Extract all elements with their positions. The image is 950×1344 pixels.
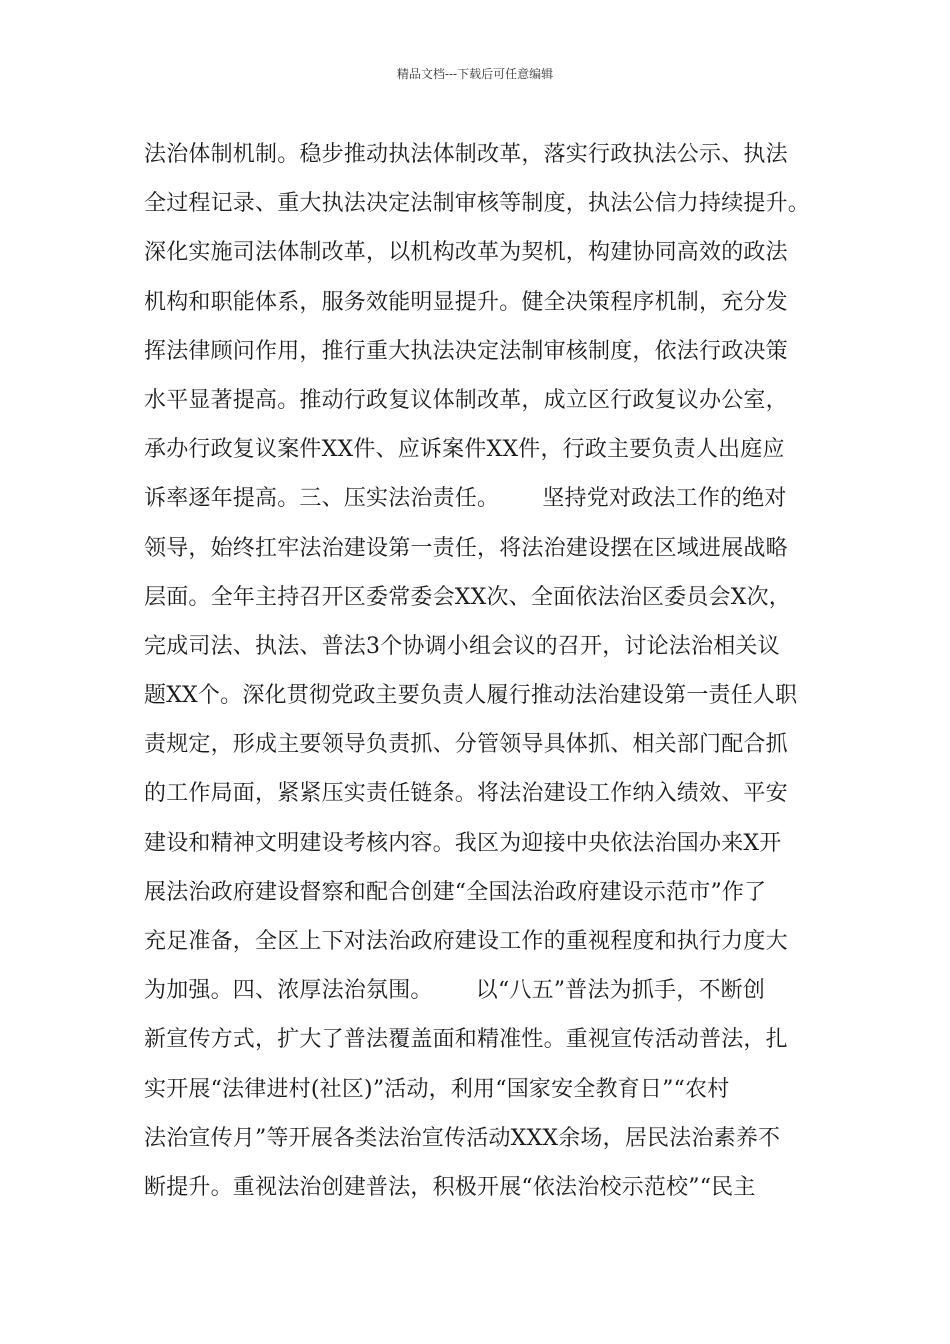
body-line: 全过程记录、重大执法决定法制审核等制度，执法公信力持续提升。 bbox=[144, 191, 811, 217]
body-line: 建设和精神文明建设考核内容。我区为迎接中央依法治国办来X开 bbox=[144, 830, 782, 856]
body-line: 挥法律顾问作用，推行重大执法决定法制审核制度，依法行政决策 bbox=[144, 338, 788, 364]
body-line: 实开展“法律进村(社区)”活动，利用“国家安全教育日”“农村 bbox=[144, 1076, 730, 1102]
body-line: 展法治政府建设督察和配合创建“全国法治政府建设示范市”作了 bbox=[144, 879, 767, 905]
body-line: 法治宣传月”等开展各类法治宣传活动XXX余场，居民法治素养不 bbox=[144, 1125, 781, 1151]
body-line: 的工作局面，紧紧压实责任链条。将法治建设工作纳入绩效、平安 bbox=[144, 781, 788, 807]
body-line: 诉率逐年提高。三、压实法治责任。 坚持党对政法工作的绝对 bbox=[144, 486, 787, 512]
body-line: 题XX个。深化贯彻党政主要负责人履行推动法治建设第一责任人职 bbox=[144, 683, 798, 709]
body-line: 责规定，形成主要领导负责抓、分管领导具体抓、相关部门配合抓 bbox=[144, 732, 788, 758]
body-line: 领导，始终扛牢法治建设第一责任，将法治建设摆在区域进展战略 bbox=[144, 535, 788, 561]
body-line: 承办行政复议案件XX件、应诉案件XX件，行政主要负责人出庭应 bbox=[144, 437, 785, 463]
body-line: 充足准备，全区上下对法治政府建设工作的重视程度和执行力度大 bbox=[144, 929, 788, 954]
body-line: 水平显著提高。推动行政复议体制改革，成立区行政复议办公室， bbox=[144, 387, 788, 413]
body-line: 完成司法、执法、普法3个协调小组会议的召开，讨论法治相关议 bbox=[144, 633, 780, 659]
body-line: 深化实施司法体制改革，以机构改革为契机，构建协同高效的政法 bbox=[144, 240, 788, 266]
page-header: 精品文档---下载后可任意编辑 bbox=[396, 67, 554, 81]
document-body bbox=[144, 130, 834, 1212]
body-line: 法治体制机制。稳步推动执法体制改革，落实行政执法公示、执法 bbox=[144, 142, 788, 167]
body-line: 为加强。四、浓厚法治氛围。 以“八五”普法为抓手，不断创 bbox=[144, 978, 766, 1004]
body-line: 新宣传方式，扩大了普法覆盖面和精准性。重视宣传活动普法，扎 bbox=[144, 1027, 788, 1053]
body-line: 断提升。重视法治创建普法，积极开展“依法治校示范校”“民主 bbox=[144, 1174, 756, 1200]
body-line: 层面。全年主持召开区委常委会XX次、全面依法治区委员会X次， bbox=[144, 584, 791, 610]
body-line: 机构和职能体系，服务效能明显提升。健全决策程序机制，充分发 bbox=[144, 289, 788, 315]
